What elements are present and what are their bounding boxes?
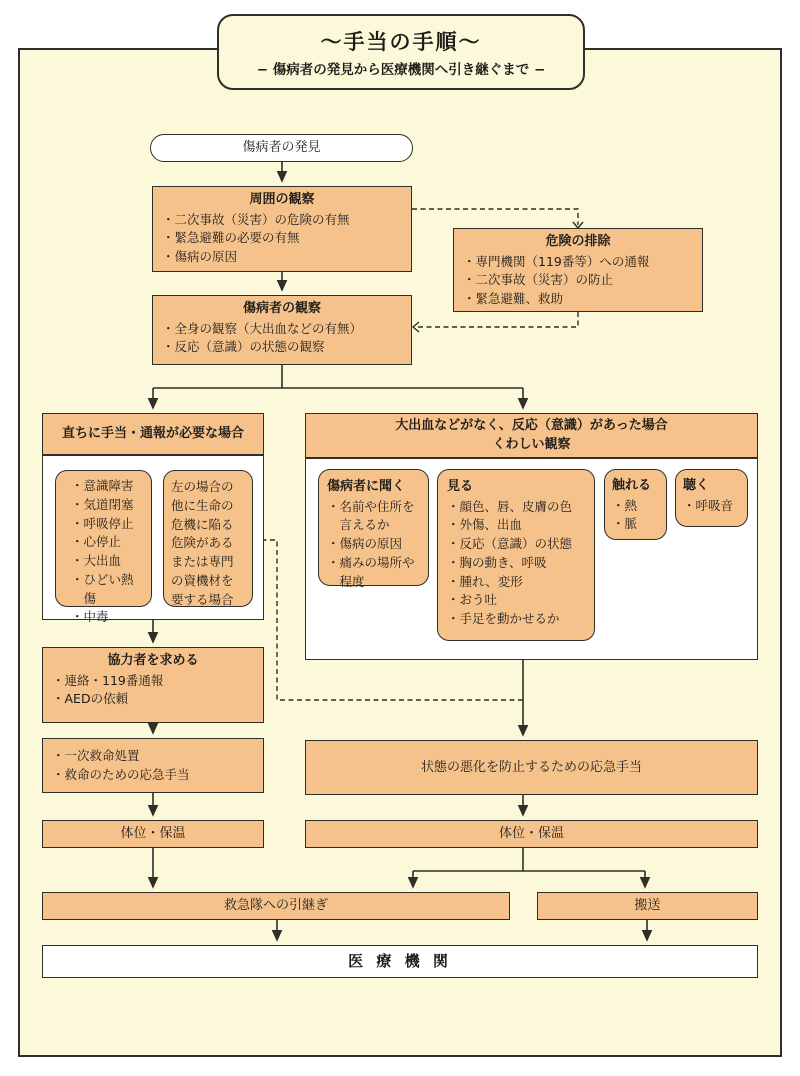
position-warmth-left-label: 体位・保温	[120, 826, 186, 842]
danger-removal-list	[454, 253, 702, 309]
list-item: ・連絡・119番通報	[52, 672, 164, 688]
list-item: ・全身の観察（大出血などの有無）	[162, 320, 363, 336]
list-item: ・胸の動き、呼吸	[447, 554, 547, 570]
immediate-case-title: 直ちに手当・通報が必要な場合	[61, 426, 244, 442]
other-life-threat-text: 左の場合の他に生命の危機に陥る危険があるまたは専門の資機材を要する場合	[171, 479, 234, 607]
list-item: ・反応（意識）の状態	[447, 536, 573, 551]
other-life-threat-box	[163, 470, 253, 607]
list-item: ・緊急避難、救助	[463, 291, 564, 306]
listen-list	[683, 497, 740, 516]
handover-to-ambulance-node	[42, 892, 510, 920]
transport-node	[537, 892, 758, 920]
position-warmth-right-label: 体位・保温	[498, 826, 564, 842]
touch-title: 触れる	[612, 478, 652, 493]
list-item: ・痛みの場所や程度	[327, 554, 415, 589]
list-item: ・脈	[612, 516, 638, 532]
list-item: ・呼吸音	[683, 497, 734, 513]
call-for-help-list	[43, 672, 263, 710]
list-item: ・緊急避難の必要の有無	[162, 230, 300, 246]
look-title: 見る	[447, 479, 474, 494]
list-item: ・反応（意識）の状態の観察	[162, 339, 325, 355]
list-item: ・傷病の原因	[327, 536, 403, 551]
list-item: ・呼吸停止	[71, 515, 134, 531]
list-item: ・外傷、出血	[447, 517, 523, 533]
prevent-worsening-node	[305, 740, 758, 795]
ask-victim-title: 傷病者に聞く	[327, 479, 406, 494]
listen-box	[675, 469, 748, 527]
detailed-observation-header	[305, 413, 758, 458]
list-item: ・熱	[612, 497, 638, 513]
immediate-case-header	[42, 413, 264, 455]
list-item: ・顔色、唇、皮膚の色	[447, 498, 573, 514]
surroundings-title: 周囲の観察	[249, 192, 315, 207]
ask-victim-list	[327, 498, 420, 592]
list-item: ・二次事故（災害）の危険の有無	[162, 211, 350, 227]
transport-label: 搬送	[634, 898, 661, 914]
danger-removal-node	[453, 228, 703, 312]
page-subtitle: − 傷病者の発見から医療機関へ引き継ぐまで −	[256, 62, 546, 78]
medical-institution-node	[42, 945, 758, 978]
list-item: ・専門機関（119番等）への通報	[463, 253, 650, 269]
victim-observation-list	[153, 320, 411, 358]
list-item: ・AEDの依頼	[52, 691, 129, 707]
victim-observation-title: 傷病者の観察	[242, 301, 321, 316]
basic-life-support-node	[42, 738, 264, 793]
list-item: ・中毒	[71, 609, 109, 625]
surroundings-list	[153, 211, 411, 267]
victim-observation-node	[152, 295, 412, 365]
list-item: ・意識障害	[71, 478, 134, 493]
immediate-conditions-box	[55, 470, 152, 625]
list-item: ・一次救命処置	[52, 748, 140, 763]
list-item: ・二次事故（災害）の防止	[463, 272, 614, 288]
list-item: ・腫れ、変形	[447, 573, 523, 589]
danger-removal-title: 危険の排除	[545, 234, 611, 249]
handover-label: 救急隊への引継ぎ	[223, 898, 328, 914]
detailed-header-line2: くわしい観察	[492, 436, 571, 452]
list-item: ・救命のための応急手当	[52, 766, 190, 782]
list-item: ・手足を動かせるか	[447, 611, 560, 626]
look-list	[447, 498, 585, 629]
list-item: ・大出血	[71, 553, 122, 568]
immediate-conditions-list	[62, 477, 147, 627]
list-item: ・気道閉塞	[71, 496, 134, 512]
page-title: 〜手当の手順〜	[320, 30, 482, 54]
title-box	[217, 14, 585, 90]
position-warmth-right-node	[305, 820, 758, 848]
list-item: ・ひどい熱傷	[71, 571, 134, 606]
position-warmth-left-node	[42, 820, 264, 848]
medical-institution-label: 医 療 機 関	[348, 952, 452, 971]
discovery-label: 傷病者の発見	[242, 140, 321, 156]
look-box	[437, 469, 595, 641]
touch-list	[612, 497, 659, 535]
surroundings-observation-node	[152, 186, 412, 272]
call-for-help-title: 協力者を求める	[107, 653, 199, 668]
list-item: ・おう吐	[447, 592, 498, 608]
list-item: ・傷病の原因	[162, 249, 238, 264]
ask-victim-box	[318, 469, 429, 589]
discovery-node	[150, 134, 413, 162]
detailed-header-line1: 大出血などがなく、反応（意識）があった場合	[395, 417, 668, 433]
list-item: ・心停止	[71, 534, 122, 550]
list-item: ・名前や住所を言えるか	[327, 498, 415, 533]
call-for-help-node	[42, 647, 264, 723]
basic-life-support-list	[43, 747, 263, 785]
listen-title: 聴く	[683, 478, 710, 493]
prevent-worsening-label: 状態の悪化を防止するための応急手当	[420, 759, 642, 775]
touch-box	[604, 469, 667, 540]
